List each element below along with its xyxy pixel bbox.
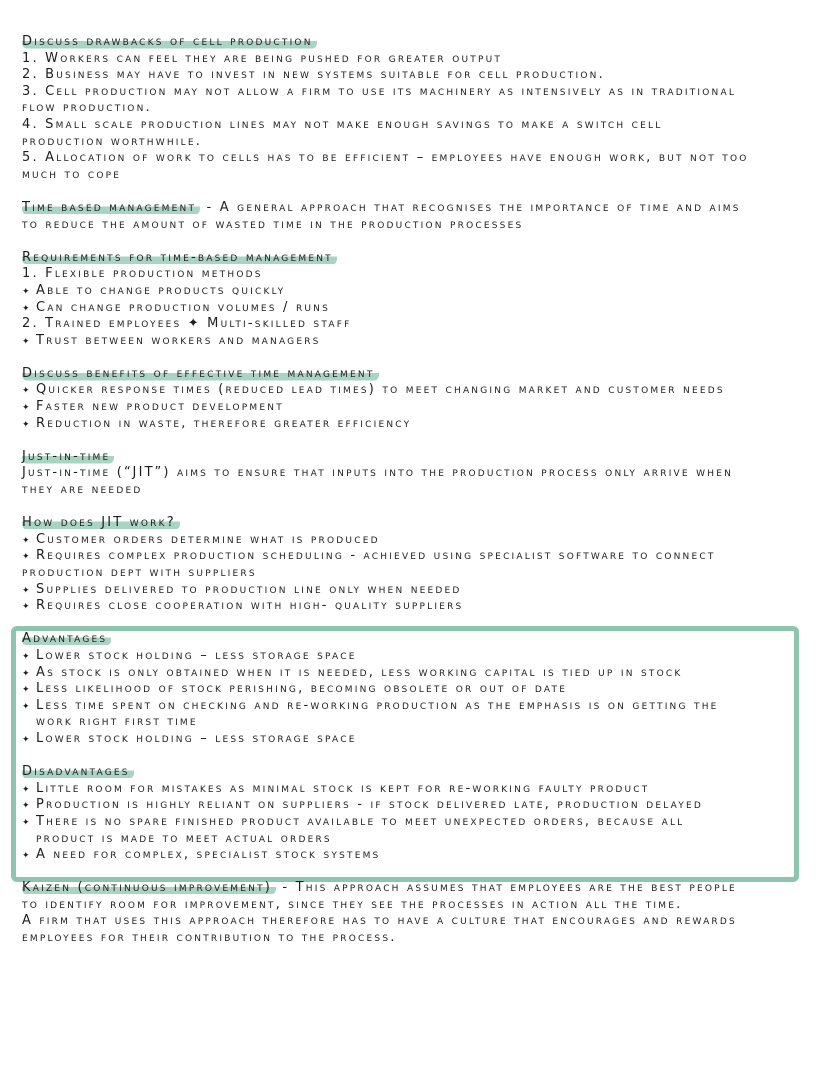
- blank-line: [22, 233, 822, 250]
- section-heading: [22, 250, 822, 267]
- bullet-icon: ✦: [22, 851, 30, 862]
- bullet-text: Customer orders determine what is produced: [36, 531, 380, 547]
- heading-text: How does JIT work?: [22, 515, 180, 530]
- bullet-item: [22, 532, 822, 549]
- text-line: [22, 930, 822, 947]
- bullet-text: Quicker response times (reduced lead times) to meet changing market and customer needs: [36, 382, 725, 398]
- heading-text: Disadvantages: [22, 764, 134, 779]
- bullet-text: Able to change products quickly: [36, 282, 286, 298]
- bullet-icon: ✦: [22, 336, 30, 347]
- bullet-item: [22, 847, 822, 864]
- bullet-icon: ✦: [22, 668, 30, 679]
- bullet-text: Trust between workers and managers: [36, 332, 321, 348]
- line-text: Just-in-time (“JIT”) aims to ensure that inputs into the production process only arrive when: [22, 465, 734, 481]
- bullet-text: Can change production volumes / runs: [36, 299, 331, 315]
- bullet-text: Supplies delivered to production line only when needed: [36, 581, 462, 597]
- bullet-text: Faster new product development: [36, 399, 284, 415]
- heading-text: Just-in-time: [22, 449, 114, 464]
- bullet-text: Lower stock holding – less storage space: [36, 647, 357, 663]
- heading-text: Requirements for time-based management: [22, 250, 337, 265]
- bullet-item: [22, 548, 822, 565]
- bullet-item: [22, 582, 822, 599]
- bullet-icon: ✦: [22, 734, 30, 745]
- bullet-item: [22, 598, 822, 615]
- text-line: [22, 266, 822, 283]
- section-heading: [22, 366, 822, 383]
- bullet-item: [22, 283, 822, 300]
- bullet-item: [22, 698, 822, 715]
- bullet-text: There is no spare finished product available to meet unexpected orders, because all: [36, 813, 685, 829]
- section-heading: [22, 200, 822, 217]
- line-text: 1. Flexible production methods: [22, 266, 263, 282]
- bullet-icon: ✦: [22, 303, 30, 314]
- heading-text: Discuss drawbacks of cell production: [22, 34, 317, 49]
- bullet-icon: ✦: [22, 651, 30, 662]
- line-text: to reduce the amount of wasted time in the production processes: [22, 216, 524, 232]
- blank-line: [22, 349, 822, 366]
- bullet-icon: ✦: [22, 585, 30, 596]
- bullet-item: [22, 731, 822, 748]
- line-text: 2. Business may have to invest in new systems suitable for cell production.: [22, 67, 605, 83]
- bullet-text: Lower stock holding – less storage space: [36, 730, 357, 746]
- bullet-icon: ✦: [22, 817, 30, 828]
- text-line: [22, 67, 822, 84]
- bullet-text: Less likelihood of stock perishing, becoming obsolete or out of date: [36, 681, 568, 697]
- blank-line: [22, 183, 822, 200]
- line-text: much to cope: [22, 166, 122, 182]
- line-text: 5. Allocation of work to cells has to be efficient – employees have enough work, but not too: [22, 150, 749, 166]
- line-text: production dept with suppliers: [22, 565, 257, 580]
- bullet-icon: ✦: [22, 701, 30, 712]
- text-line: [22, 565, 822, 582]
- bullet-text: A need for complex, specialist stock systems: [36, 847, 381, 863]
- blank-line: [22, 748, 822, 765]
- bullet-text: Reduction in waste, therefore greater efficiency: [36, 415, 412, 431]
- bullet-icon: ✦: [22, 386, 30, 397]
- text-line: [22, 316, 822, 333]
- text-line: [22, 117, 822, 134]
- document-body: [22, 34, 822, 947]
- line-text: product is made to meet actual orders: [36, 830, 332, 846]
- blank-line: [22, 499, 822, 516]
- line-text: 3. Cell production may not allow a firm to use its machinery as intensively as in traditional: [22, 83, 737, 99]
- bullet-icon: ✦: [22, 602, 30, 613]
- text-line: [22, 100, 822, 117]
- bullet-icon: ✦: [22, 801, 30, 812]
- section-heading: [22, 631, 822, 648]
- bullet-item: [22, 665, 822, 682]
- bullet-icon: ✦: [22, 784, 30, 795]
- blank-line: [22, 615, 822, 632]
- heading-text: Discuss benefits of effective time management: [22, 366, 379, 381]
- bullet-item: [22, 399, 822, 416]
- line-text: they are needed: [22, 482, 143, 498]
- text-line: [22, 150, 822, 167]
- bullet-text: Less time spent on checking and re-working production as the emphasis is on getting the: [36, 697, 719, 713]
- section-heading: [22, 515, 822, 532]
- line-text: flow production.: [22, 100, 152, 116]
- bullet-icon: ✦: [22, 685, 30, 696]
- line-text: to identify room for improvement, since they see the processes in action all the time.: [22, 896, 683, 912]
- bullet-text: Requires close cooperation with high- quality suppliers: [36, 598, 464, 614]
- bullet-text: Little room for mistakes as minimal stock is kept for re-working faulty product: [36, 780, 650, 796]
- text-line: [22, 84, 822, 101]
- bullet-item: [22, 648, 822, 665]
- section-heading: [22, 34, 822, 51]
- section-heading: [22, 880, 822, 897]
- section-heading: [22, 764, 822, 781]
- text-line: [22, 51, 822, 68]
- text-line: [22, 714, 822, 731]
- bullet-item: [22, 681, 822, 698]
- line-text: A firm that uses this approach therefore has to have a culture that encourages and rewards: [22, 913, 737, 929]
- bullet-item: [22, 382, 822, 399]
- bullet-item: [22, 333, 822, 350]
- blank-line: [22, 432, 822, 449]
- line-text: work right first time: [36, 714, 198, 730]
- bullet-item: [22, 797, 822, 814]
- text-line: [22, 134, 822, 151]
- text-line: [22, 167, 822, 184]
- text-line: [22, 482, 822, 499]
- bullet-text: Requires complex production scheduling - achieved using specialist software to connect: [36, 548, 716, 564]
- bullet-item: [22, 781, 822, 798]
- line-text: 4. Small scale production lines may not make enough savings to make a switch cell: [22, 116, 663, 132]
- line-text: employees for their contribution to the process.: [22, 930, 397, 946]
- bullet-text: Production is highly reliant on suppliers - if stock delivered late, production delayed: [36, 797, 704, 813]
- heading-text: Kaizen (continuous improvement): [22, 880, 276, 895]
- bullet-item: [22, 416, 822, 433]
- heading-text: Advantages: [22, 631, 111, 646]
- bullet-icon: ✦: [22, 535, 30, 546]
- text-line: [22, 913, 822, 930]
- heading-text: Time based management: [22, 200, 200, 215]
- text-line: [22, 217, 822, 234]
- bullet-icon: ✦: [22, 552, 30, 563]
- bullet-text: As stock is only obtained when it is needed, less working capital is tied up in stock: [36, 664, 683, 680]
- section-heading: [22, 449, 822, 466]
- line-text: production worthwhile.: [22, 133, 203, 149]
- text-line: [22, 465, 822, 482]
- line-text: 2. Trained employees ✦ Multi-skilled staff: [22, 316, 352, 332]
- blank-line: [22, 864, 822, 881]
- line-text: 1. Workers can feel they are being pushed for greater output: [22, 50, 503, 66]
- text-line: [22, 831, 822, 848]
- heading-continuation: - A general approach that recognises the importance of time and aims: [200, 199, 741, 215]
- bullet-item: [22, 814, 822, 831]
- bullet-icon: ✦: [22, 403, 30, 414]
- text-line: [22, 897, 822, 914]
- heading-continuation: - This approach assumes that employees are the best people: [276, 880, 737, 896]
- bullet-icon: ✦: [22, 419, 30, 430]
- bullet-item: [22, 300, 822, 317]
- bullet-icon: ✦: [22, 286, 30, 297]
